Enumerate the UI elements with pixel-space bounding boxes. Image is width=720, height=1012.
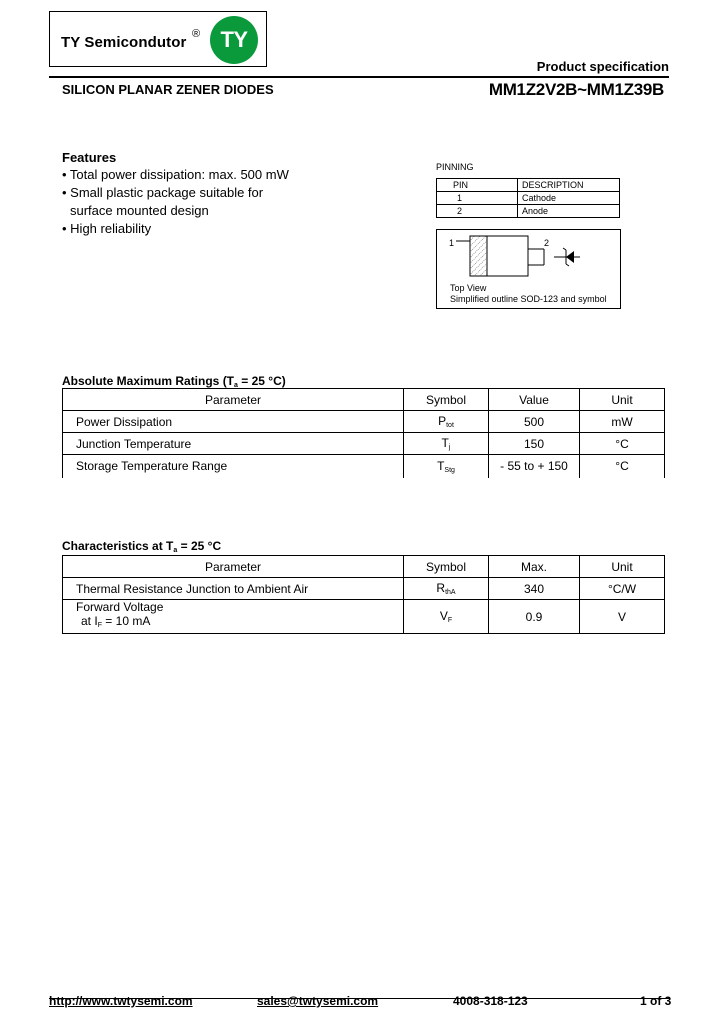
value-cell: 0.9 xyxy=(489,600,580,634)
symbol-cell: $P_{tot}$ xyxy=(404,411,489,433)
pinning-row xyxy=(437,205,620,218)
pin-header: PIN xyxy=(437,179,518,192)
pin1-label: 1 xyxy=(449,238,455,248)
table-header-row xyxy=(63,556,665,578)
document-title: SILICON PLANAR ZENER DIODES xyxy=(62,82,274,97)
unit-header: Unit xyxy=(580,389,665,411)
diode-symbol-icon xyxy=(566,251,574,263)
pinning-header-row xyxy=(437,179,620,192)
phone-number: 4008-318-123 xyxy=(453,994,528,1008)
absolute-max-ratings-table xyxy=(62,388,665,478)
website-link[interactable]: http://www.twtysemi.com xyxy=(49,994,193,1008)
table-row xyxy=(63,600,665,634)
features-heading: Features xyxy=(62,150,117,165)
parameter-cell: Thermal Resistance Junction to Ambient Air xyxy=(63,578,404,600)
absolute-max-ratings-heading: Absolute Maximum Ratings ($T_a = 25$ °C) xyxy=(62,374,286,389)
company-name: TY Semicondutor xyxy=(61,34,187,51)
table-row xyxy=(63,455,665,478)
unit-cell: °C xyxy=(580,455,665,478)
parameter-condition: at $I_F = 10$ mA xyxy=(81,614,151,629)
pinning-table xyxy=(436,178,620,218)
feature-item: surface mounted design xyxy=(70,203,209,218)
parameter-header: Parameter xyxy=(63,389,404,411)
value-cell: 500 xyxy=(489,411,580,433)
value-cell: - 55 to + 150 xyxy=(489,455,580,478)
parameter-cell: Power Dissipation xyxy=(63,411,404,433)
parameter-line: Forward Voltage xyxy=(76,600,164,614)
pin2-label: 2 xyxy=(544,238,550,248)
table-row xyxy=(63,411,665,433)
pin-number: 1 xyxy=(437,192,518,205)
table-row xyxy=(63,433,665,455)
table-row xyxy=(63,578,665,600)
outline-caption: Top View xyxy=(450,283,487,293)
unit-header: Unit xyxy=(580,556,665,578)
characteristics-table xyxy=(62,555,665,634)
product-specification-label: Product specification xyxy=(536,59,669,74)
pin-number: 2 xyxy=(437,205,518,218)
pin-description: Cathode xyxy=(518,192,620,205)
pin-description: Anode xyxy=(518,205,620,218)
symbol-cell: $V_F$ xyxy=(404,600,489,634)
max-header: Max. xyxy=(489,556,580,578)
part-number-range: MM1Z2V2B~MM1Z39B xyxy=(488,80,664,99)
parameter-cell: Storage Temperature Range xyxy=(63,455,404,478)
value-cell: 340 xyxy=(489,578,580,600)
value-cell: 150 xyxy=(489,433,580,455)
email-link[interactable]: sales@twtysemi.com xyxy=(257,994,379,1008)
symbol-cell: $R_{thA}$ xyxy=(404,578,489,600)
characteristics-heading: Characteristics at $T_a = 25$ °C xyxy=(62,539,222,554)
cathode-band xyxy=(470,236,487,276)
feature-item: • Total power dissipation: max. 500 mW xyxy=(62,167,289,182)
feature-item: • High reliability xyxy=(62,221,152,236)
parameter-cell xyxy=(63,600,404,634)
pinning-row xyxy=(437,192,620,205)
registered-mark: ® xyxy=(192,28,201,40)
unit-cell: V xyxy=(580,600,665,634)
pinning-heading: PINNING xyxy=(436,162,474,172)
outline-caption: Simplified outline SOD-123 and symbol xyxy=(450,294,607,304)
symbol-cell: $T_{Stg}$ xyxy=(404,455,489,478)
unit-cell: mW xyxy=(580,411,665,433)
symbol-header: Symbol xyxy=(404,556,489,578)
symbol-header: Symbol xyxy=(404,389,489,411)
page-number: 1 of 3 xyxy=(640,994,672,1008)
parameter-header: Parameter xyxy=(63,556,404,578)
unit-cell: °C/W xyxy=(580,578,665,600)
value-header: Value xyxy=(489,389,580,411)
symbol-cell: $T_j$ xyxy=(404,433,489,455)
description-header: DESCRIPTION xyxy=(518,179,620,192)
feature-item: • Small plastic package suitable for xyxy=(62,185,264,200)
unit-cell: °C xyxy=(580,433,665,455)
table-header-row xyxy=(63,389,665,411)
header-divider xyxy=(49,76,669,78)
parameter-cell: Junction Temperature xyxy=(63,433,404,455)
company-logo-icon: TY xyxy=(210,16,258,64)
